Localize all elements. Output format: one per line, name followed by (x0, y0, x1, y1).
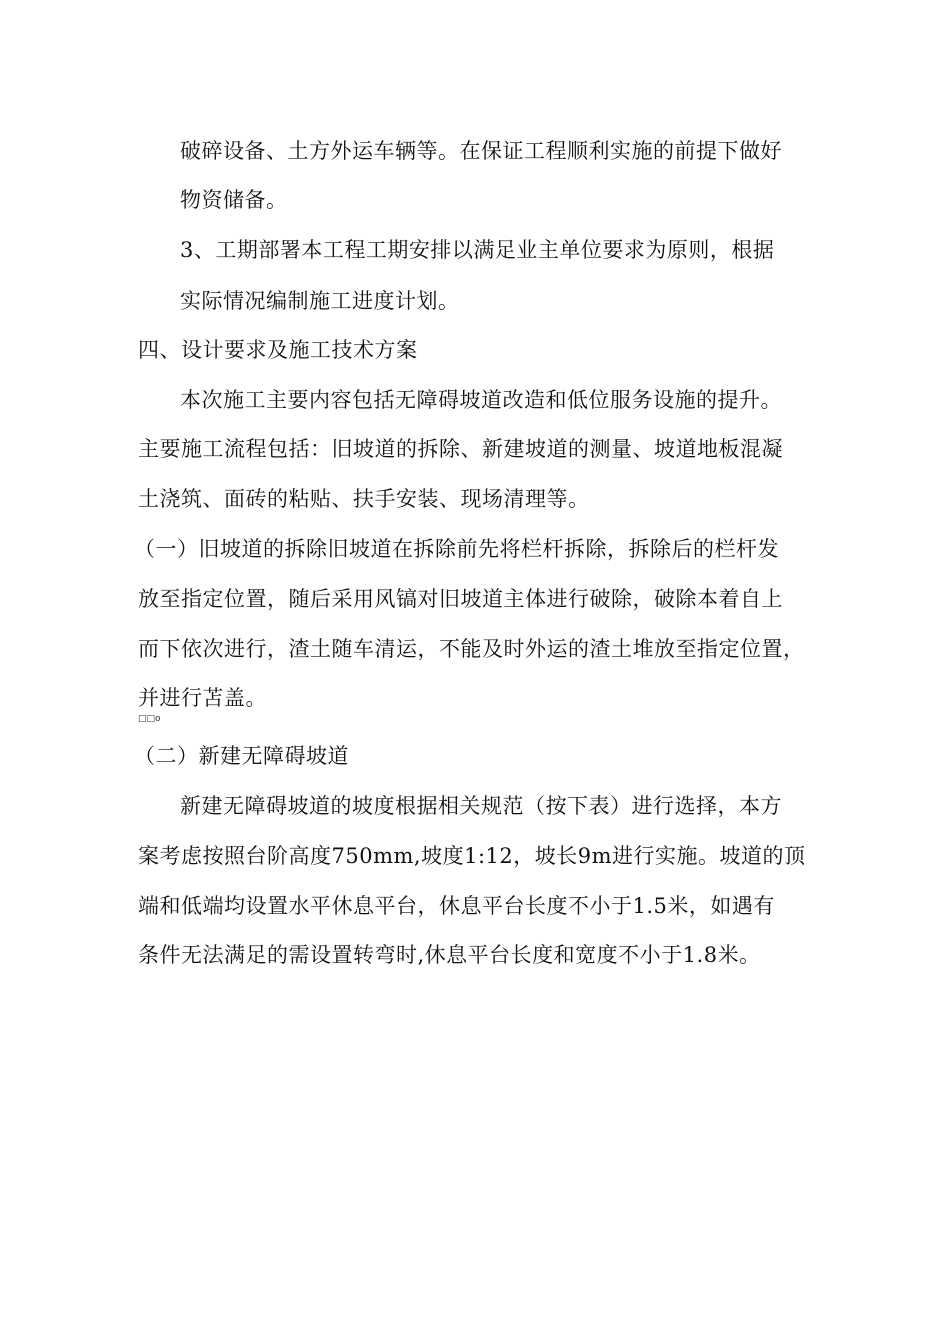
paragraph-line: 本次施工主要内容包括无障碍坡道改造和低位服务设施的提升。 (180, 388, 782, 412)
paragraph-line: 并进行苫盖。 (138, 686, 267, 710)
stray-marker: □□o (138, 714, 161, 724)
subsection-title: （二）新建无障碍坡道 (134, 744, 349, 768)
paragraph-line: 破碎设备、土方外运车辆等。在保证工程顺利实施的前提下做好 (180, 139, 782, 163)
paragraph-line: 3、工期部署本工程工期安排以满足业主单位要求为原则，根据 (180, 238, 775, 262)
paragraph-line: （一）旧坡道的拆除旧坡道在拆除前先将栏杆拆除，拆除后的栏杆发 (134, 537, 779, 561)
paragraph-line: 土浇筑、面砖的粘贴、扶手安装、现场清理等。 (138, 487, 590, 511)
paragraph-line: 新建无障碍坡道的坡度根据相关规范（按下表）进行选择，本方 (180, 794, 782, 818)
paragraph-line: 物资储备。 (180, 188, 288, 212)
paragraph-line: 条件无法满足的需设置转弯时,休息平台长度和宽度不小于1.8米。 (138, 943, 761, 967)
section-heading: 四、设计要求及施工技术方案 (138, 338, 418, 362)
paragraph-line: 案考虑按照台阶高度750mm,坡度1:12，坡长9m进行实施。坡道的顶 (138, 844, 806, 868)
paragraph-line: 实际情况编制施工进度计划。 (180, 289, 460, 313)
paragraph-line: 端和低端均设置水平休息平台，休息平台长度不小于1.5米，如遇有 (138, 894, 775, 918)
paragraph-line: 放至指定位置，随后采用风镐对旧坡道主体进行破除，破除本着自上 (138, 587, 783, 611)
paragraph-line: 主要施工流程包括：旧坡道的拆除、新建坡道的测量、坡道地板混凝 (138, 437, 783, 461)
paragraph-line: 而下依次进行，渣土随车清运，不能及时外运的渣土堆放至指定位置， (138, 637, 805, 661)
